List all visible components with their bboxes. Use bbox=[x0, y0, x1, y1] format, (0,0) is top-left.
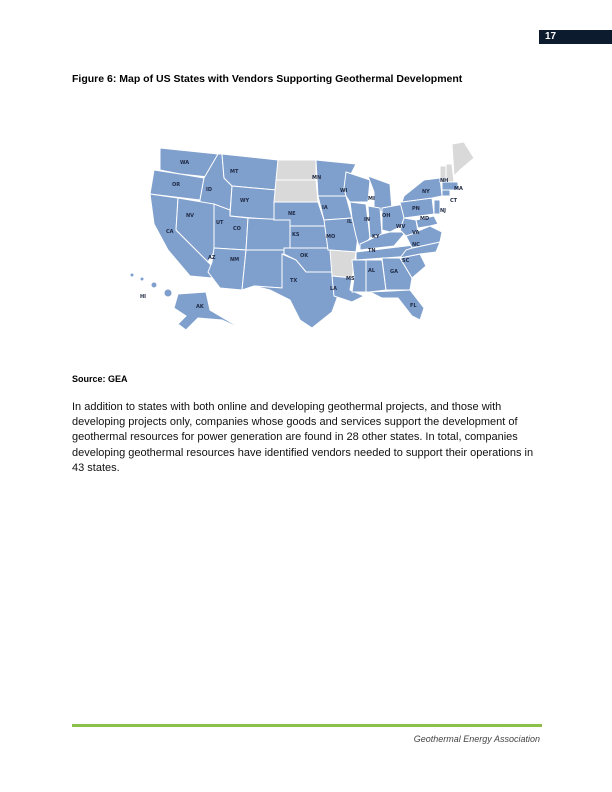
label-oh: OH bbox=[382, 213, 391, 219]
label-ms: MS bbox=[346, 276, 355, 282]
label-tn: TN bbox=[368, 248, 376, 254]
label-al: AL bbox=[368, 268, 376, 274]
label-co: CO bbox=[233, 226, 241, 232]
state-nd bbox=[276, 160, 316, 180]
label-ga: GA bbox=[390, 269, 398, 275]
label-mi: MI bbox=[368, 196, 375, 202]
state-me bbox=[452, 142, 474, 176]
figure-source: Source: GEA bbox=[72, 374, 128, 384]
label-la: LA bbox=[330, 286, 338, 292]
label-nv: NV bbox=[186, 213, 195, 219]
state-ak bbox=[174, 292, 244, 330]
body-paragraph: In addition to states with both online and developing geothermal projects, and those with developing projects only, companies whose goods and services support the development of geothermal resources for power generation are found in 28 other states. In total, companies developing geothermal resources have identified vendors needed to support their operations in 43 states. bbox=[72, 401, 534, 474]
footer-rule bbox=[72, 724, 542, 727]
label-or: OR bbox=[172, 182, 181, 188]
label-pn: PN bbox=[412, 206, 420, 212]
label-sc: SC bbox=[402, 258, 410, 264]
label-wy: WY bbox=[240, 198, 250, 204]
label-md: MD bbox=[420, 216, 430, 222]
label-wa: WA bbox=[180, 160, 190, 166]
state-sd bbox=[274, 180, 318, 202]
label-hi: HI bbox=[140, 294, 147, 300]
state-wy bbox=[230, 186, 276, 220]
label-mt: MT bbox=[230, 169, 239, 175]
label-nj: NJ bbox=[440, 208, 447, 214]
us-map-svg bbox=[120, 140, 480, 340]
label-ak: AK bbox=[196, 304, 204, 310]
figure-title: Figure 6: Map of US States with Vendors Supporting Geothermal Development bbox=[72, 73, 463, 85]
state-hi-1 bbox=[130, 273, 134, 277]
state-hi-3 bbox=[151, 282, 157, 288]
state-wi bbox=[344, 172, 370, 202]
label-tx: TX bbox=[290, 278, 298, 284]
label-wi: WI bbox=[340, 188, 348, 194]
label-ky: KY bbox=[372, 234, 380, 240]
label-ca: CA bbox=[166, 229, 174, 235]
label-ne: NE bbox=[288, 211, 296, 217]
state-co bbox=[246, 218, 290, 250]
label-ia: IA bbox=[322, 205, 328, 211]
label-nh: NH bbox=[440, 178, 449, 184]
label-in: IN bbox=[364, 217, 371, 223]
label-nm: NM bbox=[230, 257, 240, 263]
label-ct: CT bbox=[450, 198, 458, 204]
label-va: VA bbox=[412, 230, 420, 236]
label-ok: OK bbox=[300, 253, 309, 259]
page-number: 17 bbox=[539, 30, 612, 44]
label-ny: NY bbox=[422, 189, 430, 195]
label-az: AZ bbox=[208, 255, 216, 261]
label-il: IL bbox=[347, 219, 353, 225]
label-ma: MA bbox=[454, 186, 463, 192]
label-mn: MN bbox=[312, 175, 322, 181]
footer-text: Geothermal Energy Association bbox=[413, 734, 540, 744]
label-ut: UT bbox=[216, 220, 224, 226]
label-mo: MO bbox=[326, 234, 336, 240]
label-wv: WV bbox=[396, 224, 406, 230]
state-hi-4 bbox=[164, 289, 172, 297]
label-id: ID bbox=[206, 187, 213, 193]
label-nc: NC bbox=[412, 242, 420, 248]
state-hi-2 bbox=[140, 277, 144, 281]
us-vendor-map bbox=[120, 140, 480, 340]
label-ks: KS bbox=[292, 232, 300, 238]
state-nm bbox=[242, 250, 284, 290]
state-ct bbox=[442, 190, 450, 196]
label-fl: FL bbox=[410, 303, 417, 309]
